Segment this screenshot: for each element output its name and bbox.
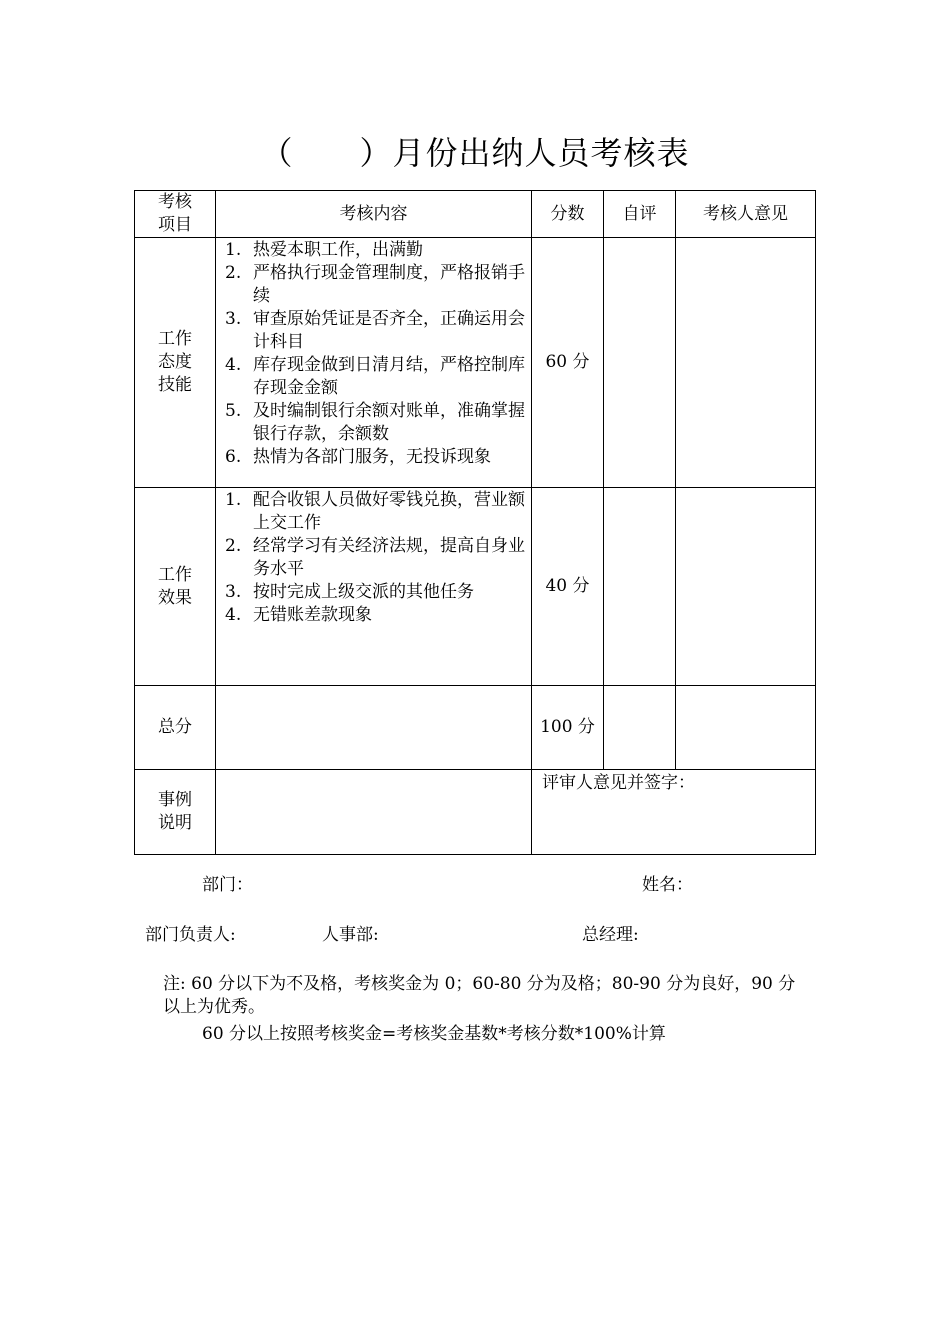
- item-number: 4.: [225, 355, 242, 375]
- content-cell: [216, 238, 532, 488]
- item-text: 库存现金做到日清月结，严格控制库存现金金额: [253, 355, 525, 398]
- assessment-table: [134, 190, 816, 855]
- header-item-line2: 项目: [158, 215, 192, 235]
- row-label-line: 工作: [158, 564, 192, 585]
- row-attitude-skills: [135, 238, 816, 488]
- item-number: 1.: [225, 490, 242, 510]
- row-label: [135, 488, 216, 686]
- header-assessor-opinion: 考核人意见: [676, 191, 816, 238]
- list-item: [216, 489, 527, 535]
- item-number: 3.: [225, 582, 242, 602]
- row-example: [135, 770, 816, 855]
- hr-label: 人事部:: [322, 925, 379, 945]
- list-item: [216, 308, 527, 354]
- row-label-line: 效果: [158, 587, 192, 608]
- criteria-list: [216, 489, 531, 627]
- item-text: 无错账差款现象: [253, 605, 372, 625]
- item-text: 及时编制银行余额对账单，准确掌握银行存款，余额数: [253, 401, 525, 444]
- criteria-list: [216, 239, 531, 469]
- total-label: 总分: [135, 686, 216, 770]
- header-item: [135, 191, 216, 238]
- item-text: 配合收银人员做好零钱兑换，营业额上交工作: [253, 490, 525, 533]
- self-eval-cell[interactable]: [604, 488, 676, 686]
- row-total: [135, 686, 816, 770]
- row-label: [135, 238, 216, 488]
- example-label-line1: 事例: [158, 790, 192, 810]
- list-item: [216, 604, 527, 627]
- row-label-line: 工作: [158, 329, 192, 349]
- item-text: 热爱本职工作，出满勤: [253, 240, 423, 260]
- total-score: 100 分: [532, 686, 604, 770]
- list-item: [216, 535, 527, 581]
- header-item-line1: 考核: [158, 192, 192, 212]
- item-number: 5.: [225, 401, 242, 421]
- total-content-cell[interactable]: [216, 686, 532, 770]
- total-self-eval-cell[interactable]: [604, 686, 676, 770]
- list-item: [216, 581, 527, 604]
- note-formula: 60 分以上按照考核奖金=考核奖金基数*考核分数*100%计算: [202, 1024, 666, 1044]
- item-number: 1.: [225, 240, 242, 260]
- item-text: 按时完成上级交派的其他任务: [253, 582, 474, 602]
- reviewer-signature-cell[interactable]: 评审人意见并签字：: [532, 770, 816, 855]
- item-text: 经常学习有关经济法规，提高自身业务水平: [253, 536, 525, 579]
- list-item: [216, 354, 527, 400]
- item-number: 6.: [225, 447, 242, 467]
- item-number: 2.: [225, 263, 242, 283]
- list-item: [216, 446, 527, 469]
- row-label-line: 技能: [158, 375, 192, 395]
- item-text: 热情为各部门服务，无投诉现象: [253, 447, 491, 467]
- page-title: （ ）月份出纳人员考核表: [260, 134, 690, 172]
- dept-head-label: 部门负责人:: [145, 925, 236, 945]
- score-cell: 40 分: [532, 488, 604, 686]
- item-text: 严格执行现金管理制度，严格报销手续: [253, 263, 525, 306]
- note-grading: 注: 60 分以下为不及格，考核奖金为 0；60-80 分为及格；80-90 分为良好，90 分以上为优秀。: [163, 974, 796, 1017]
- department-label: 部门：: [202, 875, 253, 895]
- header-score: 分数: [532, 191, 604, 238]
- self-eval-cell[interactable]: [604, 238, 676, 488]
- list-item: [216, 262, 527, 308]
- item-number: 4.: [225, 605, 242, 625]
- item-number: 3.: [225, 309, 242, 329]
- list-item: [216, 400, 527, 446]
- content-cell: [216, 488, 532, 686]
- row-work-results: [135, 488, 816, 686]
- gm-label: 总经理:: [582, 925, 639, 945]
- header-content: 考核内容: [216, 191, 532, 238]
- header-row: [135, 191, 816, 238]
- item-number: 2.: [225, 536, 242, 556]
- item-text: 审查原始凭证是否齐全，正确运用会计科目: [253, 309, 525, 352]
- example-label: [135, 770, 216, 855]
- row-label-line: 态度: [158, 352, 192, 372]
- example-content-cell[interactable]: [216, 770, 532, 855]
- name-label: 姓名：: [642, 875, 693, 895]
- assessor-opinion-cell[interactable]: [676, 238, 816, 488]
- header-self-eval: 自评: [604, 191, 676, 238]
- list-item: [216, 239, 527, 262]
- score-cell: 60 分: [532, 238, 604, 488]
- total-assessor-cell[interactable]: [676, 686, 816, 770]
- assessor-opinion-cell[interactable]: [676, 488, 816, 686]
- example-label-line2: 说明: [158, 813, 192, 833]
